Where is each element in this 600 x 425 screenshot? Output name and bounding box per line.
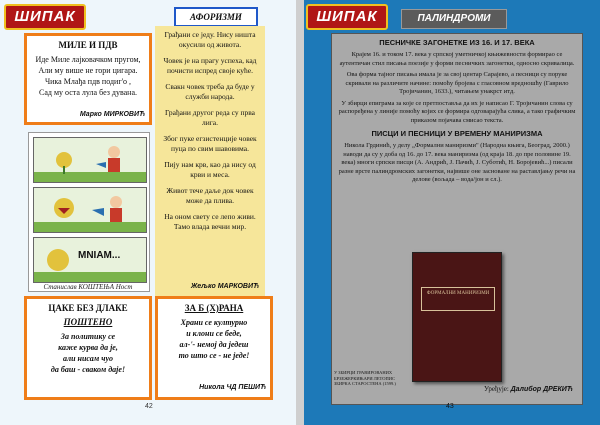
poem-line: то што се - не једе!: [178, 351, 250, 360]
comic-panel-3: [33, 237, 147, 283]
editor-credit: [484, 385, 573, 393]
comic-panel-2: [33, 187, 147, 233]
poem-line: Али му више не гори цигара.: [38, 66, 138, 75]
aphorism: На оном свету се лепо живи. Тамо влада вечни мир.: [164, 212, 256, 231]
magazine-logo: ШИПАК: [306, 4, 388, 30]
comic-caption: Станислав КОШТЕЊА Ност: [43, 283, 133, 291]
poem-body: [27, 331, 149, 375]
aphorism: Човек је на прагу успеха, кад почисти испред своје куће.: [163, 56, 257, 75]
page-gutter: [296, 0, 304, 425]
comic-drawing: [34, 238, 146, 282]
magazine-logo: ШИПАК: [4, 4, 86, 30]
page-number: 43: [446, 403, 454, 410]
aphorism: Грађани се једу. Нису ништа окусили од живота.: [164, 30, 256, 49]
aphorism: Свакн човек треба да буде у служби народа.: [165, 82, 255, 101]
poem-author: Никола ЧД ПЕШИЋ: [199, 384, 266, 391]
aphorism: Због пуке егзистенције човек пуца по свим шавовима.: [163, 134, 257, 153]
poem-subtitle: ПОШТЕНО: [63, 317, 113, 327]
comic-drawing: [34, 188, 146, 232]
poem-line: и клони се беде,: [186, 329, 242, 338]
poem-line: али нисам чуо: [62, 354, 114, 363]
poem-box-hrana: [155, 296, 273, 400]
poem-line: ал-'- немој да једеш: [179, 340, 249, 349]
comic-strip: [28, 132, 150, 292]
poem-author: Марко МИРКОВИЋ: [79, 111, 145, 118]
book-title: ФОРМАЛНИ МАНИРИЗМИ: [421, 287, 495, 311]
poem-line: Иде Миле лајковачком пругом,: [35, 55, 141, 64]
poem-line: каже курва да је,: [58, 343, 118, 352]
aphorisms-column: [155, 26, 265, 298]
poem-title: ЦАКЕ БЕЗ ДЛАКЕ: [48, 303, 128, 313]
book-caption: У ЗБИРЦИ ГРАВИРОВАНИХ БРЗЕЖЕРКИЊАРИ ЛЕТОПИС ЗБИРКА СТАРОСТЕНА (1599.): [334, 370, 396, 386]
article-paragraph: У збирци епиграма за које се претпоставља да их је написао Г. Тројичанин слова су распоређена у линије помоћу којих се формира одговарајућа слика, а тако графичким приказом појачава смисао текста.: [338, 99, 576, 124]
article-panel: [331, 33, 583, 405]
poem-line: Сад му оста лула без дувана.: [39, 88, 137, 97]
aphorism: Живот тече даље док човек може да плива.: [166, 186, 254, 205]
aphorisms-author: Жељко МАРКОВИЋ: [190, 283, 259, 290]
poem-line: да баш - сваком даје!: [50, 365, 126, 374]
comic-panel-1: [33, 137, 147, 183]
editor-name: Далибор ДРЕКИЋ: [510, 386, 573, 393]
section-title-aphorisms: АФОРИЗМИ: [174, 7, 258, 27]
section-title-palindromes: ПАЛИНДРОМИ: [401, 9, 507, 29]
article-heading: ПИСЦИ И ПЕСНИЦИ У ВРЕМЕНУ МАНИРИЗМА: [371, 129, 543, 138]
poem-body: [158, 317, 270, 361]
page-number: 42: [145, 403, 153, 410]
aphorism: Пију нам крв, као да нису од крви и меса.: [164, 160, 256, 179]
poem-body: [27, 54, 149, 98]
article-paragraph: Крајем 16. и током 17. века у српској уметничкој књижевности формирао се аутентичан стил писања поезије у форми песничких загонетки, односно скривалица.: [339, 51, 575, 67]
book-cover-image: [412, 252, 502, 382]
poem-line: Храни се културно: [180, 318, 248, 327]
poem-box-mile: [24, 33, 152, 125]
editor-label: Уређује:: [484, 385, 509, 393]
right-page: [304, 0, 600, 425]
poem-line: За политику се: [60, 332, 116, 341]
left-page: [0, 0, 296, 425]
article-paragraph: Ова форма тајног писања имала је за свој центар Сарајево, а песници су поруке скривали на различите начине: помоћу бројева с гласовном вредношћу (Гаврило Тројичанин, 1633.), читањем унакрст итд.: [345, 71, 569, 95]
poem-line: Чика Млађа пдв подиг'о ,: [44, 77, 132, 86]
comic-sound-word: MNIAM...: [78, 250, 121, 261]
poem-title: МИЛЕ И ПДВ: [58, 40, 118, 50]
comic-drawing: [34, 138, 146, 182]
poem-title: ЗА Б (Х)РАНА: [184, 303, 244, 313]
article-paragraph: Никола Грдинић, у делу „Формални маниризми" (Народна књига, Београд, 2000.) наводи да су у доба од 16. до 17. века манириэма (од краја 18. до пре половине 19. века) многи српски писци (А. Андрић, Ј. Пачић, Ј. Суботић, Н. Боројевић...) писали разне врсте палиндромских загонетки, највише оне засноване на раставлjању речи на делове (вољада – вода/јон и сл.).: [338, 142, 576, 183]
poem-box-cake: [24, 296, 152, 400]
article-heading: ПЕСНИЧКЕ ЗАГОНЕТКЕ ИЗ 16. И 17. ВЕКА: [379, 38, 535, 47]
aphorism: Грађани другог реда су прва лига.: [165, 108, 255, 127]
